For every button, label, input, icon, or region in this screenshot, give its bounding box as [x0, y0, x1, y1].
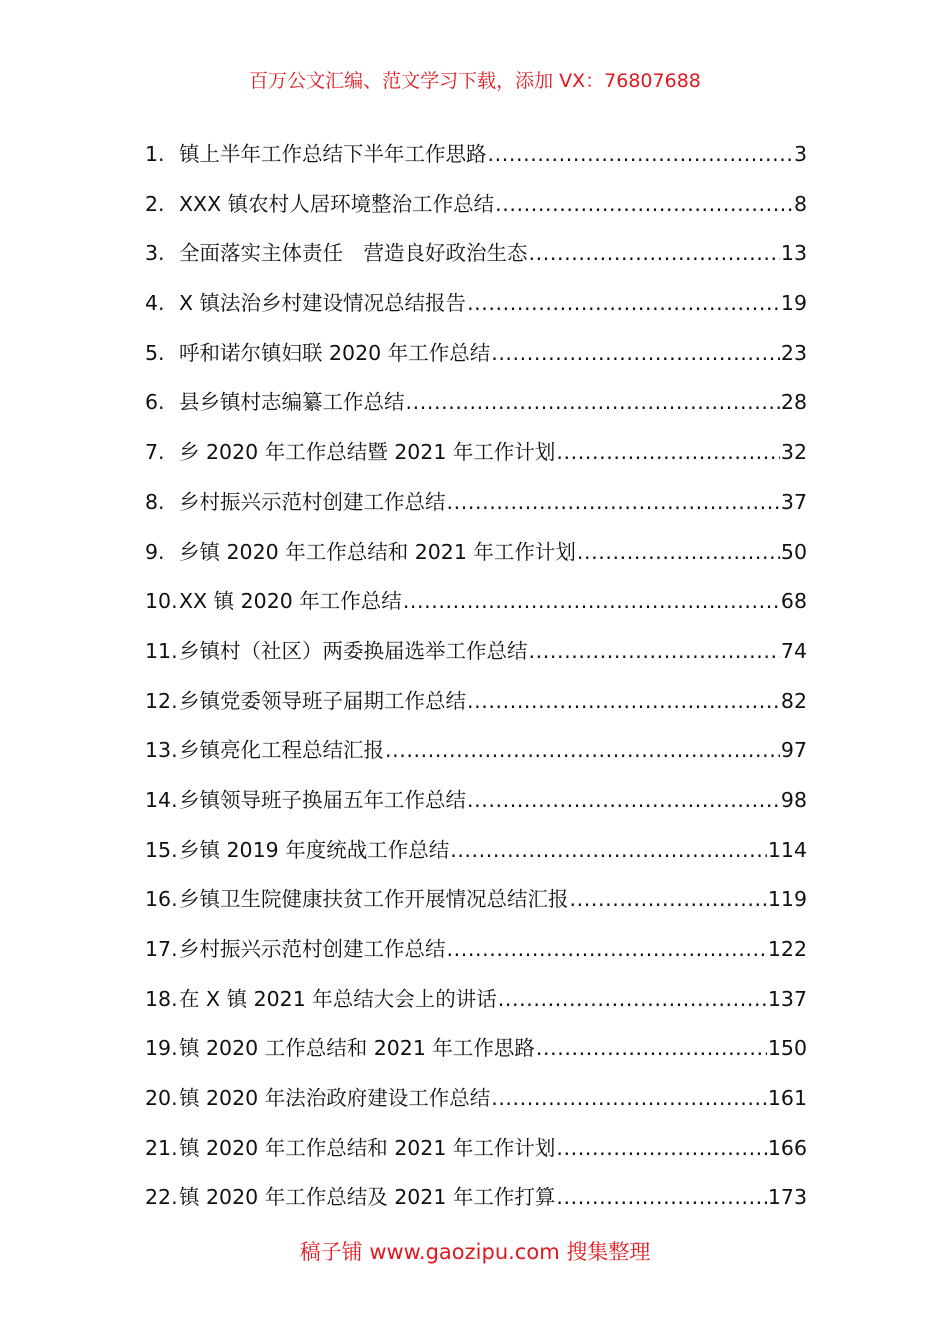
- toc-entry-page: 3: [793, 142, 807, 166]
- toc-entry[interactable]: [145, 528, 807, 578]
- toc-entry-title: XXX 镇农村人居环境整治工作总结: [179, 191, 495, 216]
- toc-dot-leader: [467, 279, 780, 329]
- toc-entry-page: 8: [793, 191, 807, 216]
- toc-entry-title: 乡镇卫生院健康扶贫工作开展情况总结汇报: [179, 887, 569, 912]
- toc-entry[interactable]: [145, 229, 807, 279]
- toc-entry-number: 17.: [145, 937, 178, 961]
- toc-entry-title: XX 镇 2020 年工作总结: [179, 589, 402, 614]
- toc-dot-leader: [467, 677, 780, 727]
- toc-entry[interactable]: [145, 627, 807, 677]
- toc-entry-number: 14.: [145, 787, 178, 812]
- toc-entry-title: 镇 2020 工作总结和 2021 年工作思路: [179, 1036, 535, 1061]
- header-watermark: 百万公文汇编、范文学习下载，添加 VX：76807688: [249, 70, 701, 92]
- toc-entry-title: 乡镇亮化工程总结汇报: [179, 738, 384, 763]
- toc-entry-page: 119: [767, 887, 807, 912]
- toc-entry-page: 23: [780, 340, 807, 365]
- toc-entry-page: 19: [780, 291, 807, 316]
- toc-entry-number: 5.: [145, 340, 165, 365]
- toc-dot-leader: [447, 478, 780, 528]
- toc-entry[interactable]: [145, 975, 807, 1025]
- toc-entry[interactable]: [145, 378, 807, 428]
- toc-dot-leader: [491, 1074, 767, 1124]
- toc-entry-page: 114: [767, 837, 807, 862]
- toc-dot-leader: [495, 180, 793, 230]
- toc-entry-page: 161: [767, 1086, 807, 1111]
- toc-entry[interactable]: [145, 1124, 807, 1174]
- toc-entry-number: 9.: [145, 539, 165, 564]
- toc-entry[interactable]: [145, 875, 807, 925]
- toc-entry-number: 10.: [145, 589, 178, 614]
- toc-entry-title: 县乡镇村志编纂工作总结: [179, 390, 405, 415]
- toc-entry-title: 乡镇党委领导班子届期工作总结: [179, 688, 466, 713]
- toc-entry[interactable]: [145, 726, 807, 776]
- toc-entry-number: 13.: [145, 738, 178, 763]
- toc-dot-leader: [570, 875, 767, 925]
- toc-entry-page: 50: [780, 539, 807, 564]
- toc-entry-page: 13: [780, 241, 807, 266]
- toc-entry[interactable]: [145, 776, 807, 826]
- toc-entry-number: 21.: [145, 1135, 178, 1160]
- footer-watermark: 稿子铺 www.gaozipu.com 搜集整理: [299, 1240, 651, 1264]
- toc-entry-number: 12.: [145, 688, 178, 713]
- toc-entry-title: 镇 2020 年法治政府建设工作总结: [179, 1086, 491, 1111]
- toc-dot-leader: [403, 577, 780, 627]
- toc-entry-title: 乡村振兴示范村创建工作总结: [179, 937, 446, 961]
- toc-entry-number: 8.: [145, 489, 165, 514]
- toc-entry-number: 16.: [145, 887, 178, 912]
- toc-entry-title: 镇上半年工作总结下半年工作思路: [179, 142, 487, 166]
- toc-entry-number: 1.: [145, 142, 165, 166]
- toc-entry-number: 2.: [145, 191, 165, 216]
- toc-entry-number: 7.: [145, 440, 165, 465]
- table-of-contents: [145, 130, 807, 1223]
- toc-entry-page: 97: [780, 738, 807, 763]
- toc-entry-number: 11.: [145, 638, 178, 663]
- toc-entry-page: 32: [780, 440, 807, 465]
- toc-dot-leader: [467, 776, 780, 826]
- toc-entry[interactable]: [145, 925, 807, 975]
- toc-entry[interactable]: [145, 329, 807, 379]
- toc-entry-number: 3.: [145, 241, 165, 266]
- toc-entry-page: 173: [767, 1185, 807, 1210]
- toc-entry-title: 呼和诺尔镇妇联 2020 年工作总结: [179, 340, 491, 365]
- toc-dot-leader: [491, 329, 780, 379]
- toc-entry-number: 15.: [145, 837, 178, 862]
- toc-entry-page: 82: [780, 688, 807, 713]
- toc-entry-title: X 镇法治乡村建设情况总结报告: [179, 291, 467, 316]
- toc-dot-leader: [556, 1124, 766, 1174]
- toc-dot-leader: [450, 826, 767, 876]
- toc-entry-page: 166: [767, 1135, 807, 1160]
- toc-entry-number: 6.: [145, 390, 165, 415]
- toc-entry-number: 4.: [145, 291, 165, 316]
- toc-entry[interactable]: [145, 279, 807, 329]
- toc-entry[interactable]: [145, 677, 807, 727]
- toc-entry-number: 18.: [145, 986, 178, 1011]
- toc-entry-page: 74: [780, 638, 807, 663]
- toc-entry-title: 乡镇领导班子换届五年工作总结: [179, 787, 466, 812]
- toc-entry-title: 乡 2020 年工作总结暨 2021 年工作计划: [179, 440, 556, 465]
- toc-dot-leader: [385, 726, 780, 776]
- toc-entry[interactable]: [145, 478, 807, 528]
- toc-dot-leader: [556, 1173, 766, 1223]
- toc-entry-title: 乡镇 2020 年工作总结和 2021 年工作计划: [179, 539, 576, 564]
- toc-entry-page: 68: [780, 589, 807, 614]
- toc-entry[interactable]: [145, 1024, 807, 1074]
- toc-dot-leader: [577, 528, 780, 578]
- toc-entry-title: 全面落实主体责任 营造良好政治生态: [179, 241, 528, 266]
- toc-dot-leader: [406, 378, 780, 428]
- toc-entry-page: 37: [780, 489, 807, 514]
- toc-entry[interactable]: [145, 1173, 807, 1223]
- toc-dot-leader: [447, 925, 767, 975]
- toc-entry-title: 乡镇村（社区）两委换届选举工作总结: [179, 638, 528, 663]
- toc-entry[interactable]: [145, 428, 807, 478]
- toc-entry-title: 在 X 镇 2021 年总结大会上的讲话: [179, 986, 497, 1011]
- toc-entry-page: 28: [780, 390, 807, 415]
- toc-entry-title: 乡镇 2019 年度统战工作总结: [179, 837, 450, 862]
- toc-entry-page: 150: [767, 1036, 807, 1061]
- toc-entry-title: 镇 2020 年工作总结及 2021 年工作打算: [179, 1185, 556, 1210]
- toc-entry-title: 乡村振兴示范村创建工作总结: [179, 489, 446, 514]
- toc-entry[interactable]: [145, 577, 807, 627]
- toc-dot-leader: [529, 229, 780, 279]
- toc-entry[interactable]: [145, 1074, 807, 1124]
- toc-entry-title: 镇 2020 年工作总结和 2021 年工作计划: [179, 1135, 556, 1160]
- toc-entry-page: 137: [767, 986, 807, 1011]
- toc-dot-leader: [498, 975, 767, 1025]
- toc-dot-leader: [536, 1024, 767, 1074]
- toc-dot-leader: [556, 428, 779, 478]
- toc-entry[interactable]: [145, 180, 807, 230]
- toc-dot-leader: [488, 130, 793, 180]
- toc-entry-page: 122: [767, 937, 807, 961]
- toc-entry-page: 98: [780, 787, 807, 812]
- toc-entry-number: 20.: [145, 1086, 178, 1111]
- toc-entry[interactable]: [145, 826, 807, 876]
- toc-entry-number: 19.: [145, 1036, 178, 1061]
- toc-dot-leader: [529, 627, 780, 677]
- toc-entry-number: 22.: [145, 1185, 178, 1210]
- toc-entry[interactable]: [145, 130, 807, 180]
